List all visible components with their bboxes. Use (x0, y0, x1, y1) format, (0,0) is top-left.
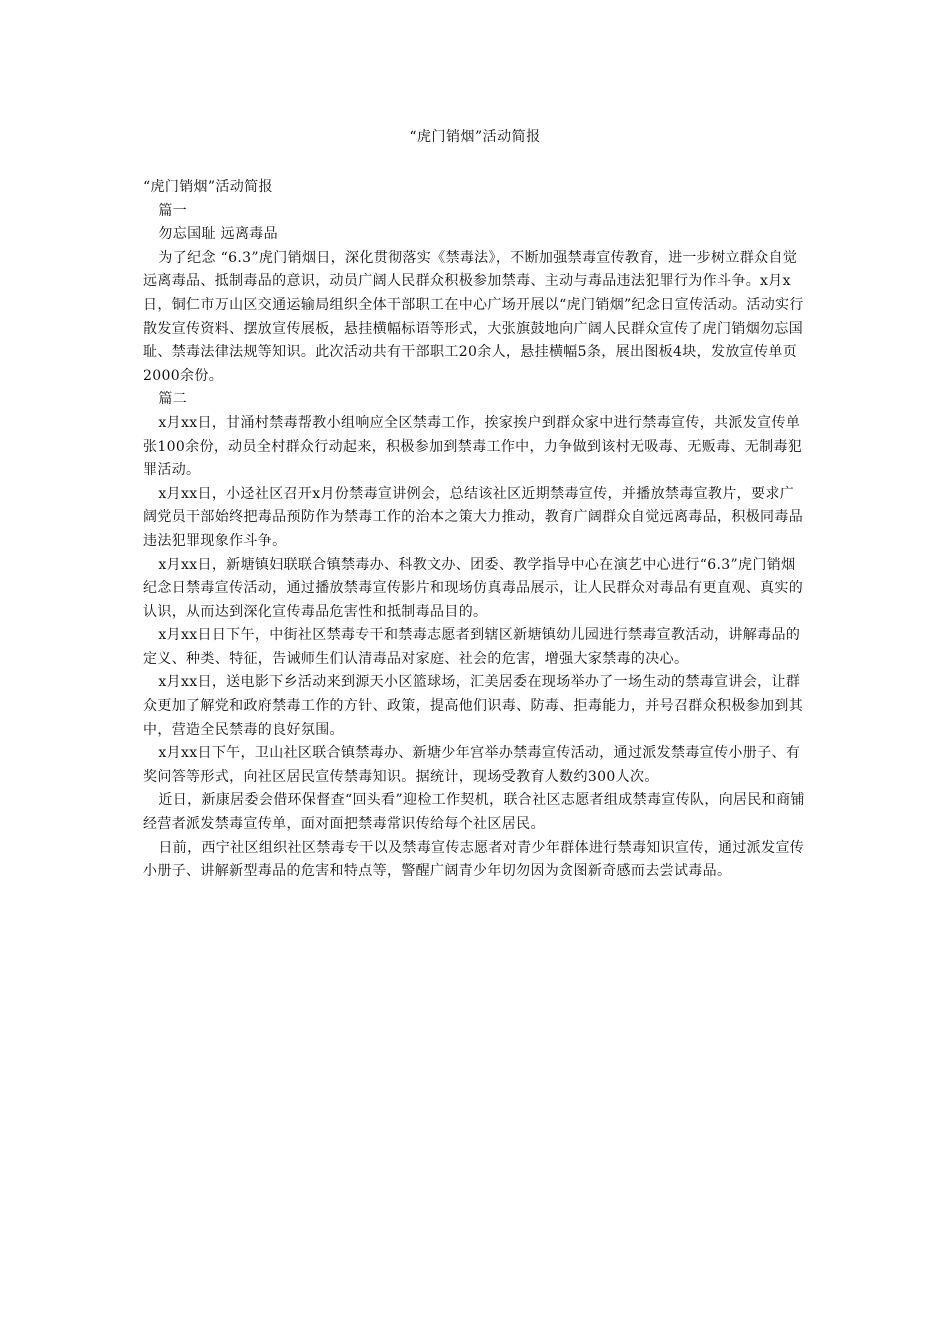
document-subtitle: “虎门销烟”活动简报 (143, 179, 273, 195)
body-paragraph: x月xx日，小迳社区召开x月份禁毒宣讲例会，总结该社区近期禁毒宣传，并播放禁毒宣教片，要求广阔党员干部始终把毒品预防作为禁毒工作的治本之策大力推动，教育广阔群众自觉远离毒品，积极同毒品违法犯罪现象作斗争。 (143, 485, 804, 549)
document-body (143, 176, 805, 884)
body-paragraph: x月xx日，甘涌村禁毒帮教小组响应全区禁毒工作，挨家挨户到群众家中进行禁毒宣传，共派发宣传单张100余份，动员全村群众行动起来，积极参加到禁毒工作中，力争做到该村无吸毒、无贩毒、无制毒犯罪活动。 (143, 414, 803, 479)
article-heading: 勿忘国耻 远离毒品 (158, 226, 278, 243)
body-paragraph: 日前，西宁社区组织社区禁毒专干以及禁毒宣传志愿者对青少年群体进行禁毒知识宣传，通过派发宣传小册子、讲解新型毒品的危害和特点等，警醒广阔青少年切勿因为贪图新奇感而去尝试毒品。 (143, 839, 805, 880)
section-heading-part-one: 篇一 (158, 202, 188, 219)
body-paragraph: x月xx日下午，卫山社区联合镇禁毒办、新塘少年宫举办禁毒宣传活动，通过派发禁毒宣传小册子、有奖问答等形式，向社区居民宣传禁毒知识。据统计，现场受教育人数约300人次。 (143, 745, 801, 785)
section-heading-part-two: 篇二 (158, 391, 188, 408)
body-paragraph: x月xx日，送电影下乡活动来到源天小区篮球场，汇美居委在现场举办了一场生动的禁毒宣讲会，让群众更加了解党和政府禁毒工作的方针、政策，提高他们识毒、防毒、拒毒能力，并号召群众积极参加到其中，营造全民禁毒的良好氛围。 (143, 674, 804, 738)
body-paragraph: x月xx日日下午，中街社区禁毒专干和禁毒志愿者到辖区新塘镇幼儿园进行禁毒宣教活动，讲解毒品的定义、种类、特征，告诫师生们认清毒品对家庭、社会的危害，增强大家禁毒的决心。 (143, 627, 801, 667)
body-paragraph: 近日，新康居委会借环保督查“回头看”迎检工作契机，联合社区志愿者组成禁毒宣传队，向居民和商铺经营者派发禁毒宣传单，面对面把禁毒常识传给每个社区居民。 (143, 792, 805, 833)
document-title: “虎门销烟”活动简报 (409, 129, 541, 145)
body-paragraph: 为了纪念 “6.3”虎门销烟日，深化贯彻落实《禁毒法》，不断加强禁毒宣传教育，进一步树立群众自觉远离毒品、抵制毒品的意识，动员广阔人民群众积极参加禁毒、主动与毒品违法犯罪行为作斗争。x月x日，铜仁市万山区交通运输局组织全体干部职工在中心广场开展以“虎门销烟”纪念日宣传活动。活动实行散发宣传资料、摆放宣传展板，悬挂横幅标语等形式，大张旗鼓地向广阔人民群众宣传了虎门销烟勿忘国耻、禁毒法律法规等知识。此次活动共有干部职工20余人，悬挂横幅5条，展出图板4块，发放宣传单页2000余份。 (143, 249, 804, 384)
body-paragraph: x月xx日，新塘镇妇联联合镇禁毒办、科教文办、团委、教学指导中心在演艺中心进行“6.3”虎门销烟纪念日禁毒宣传活动，通过播放禁毒宣传影片和现场仿真毒品展示，让人民群众对毒品有更直观、真实的认识，从而达到深化宣传毒品危害性和抵制毒品目的。 (143, 556, 804, 620)
